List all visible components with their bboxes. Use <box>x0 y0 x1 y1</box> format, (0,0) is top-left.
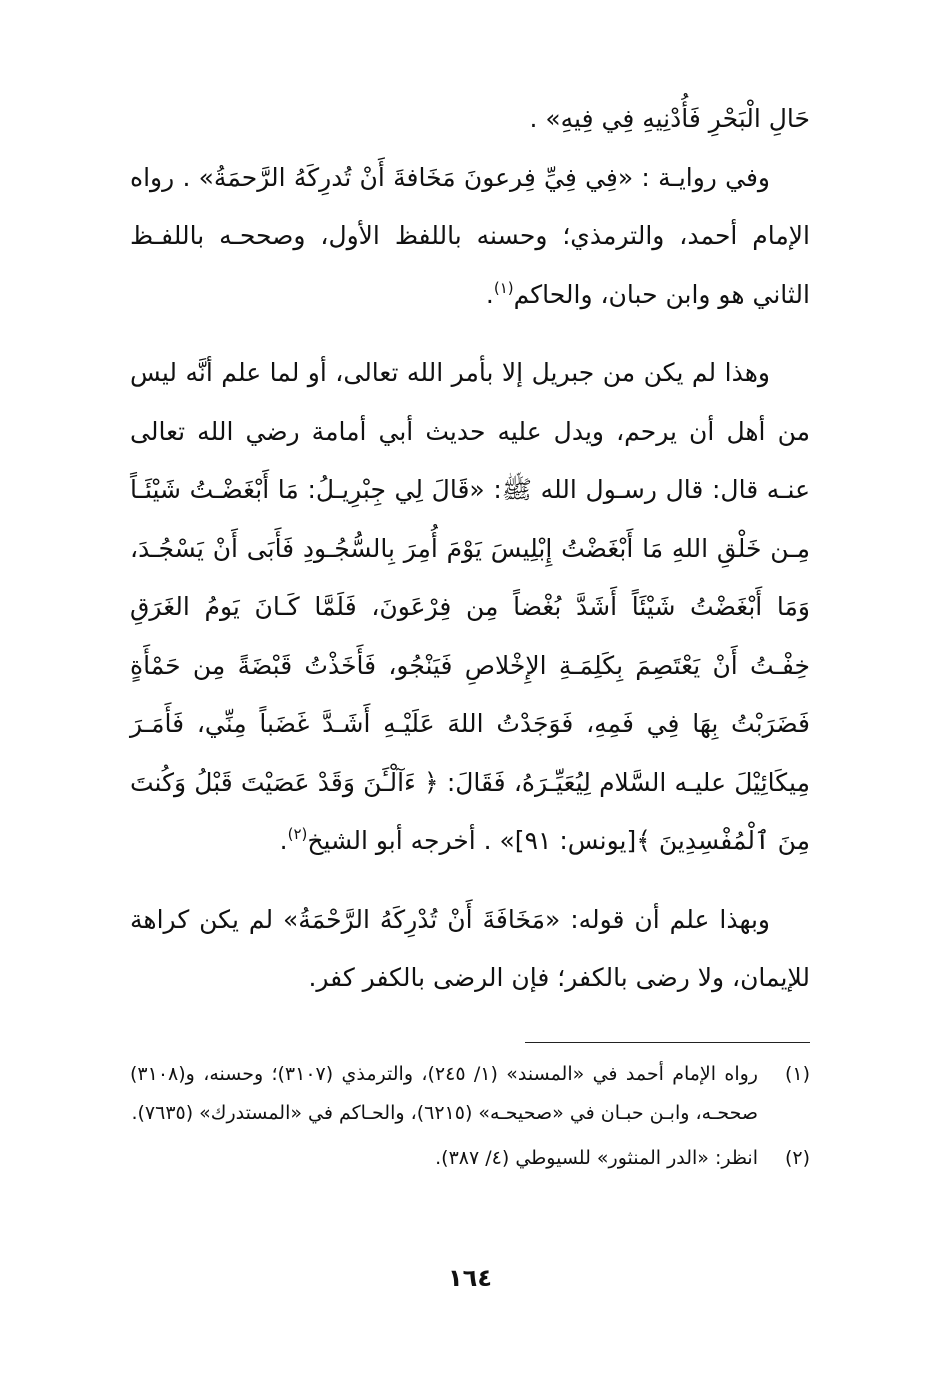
paragraph-3 <box>130 344 810 871</box>
page-number: ١٦٤ <box>448 1264 492 1292</box>
page-content <box>130 90 810 1184</box>
paragraph-1-text: حَالِ الْبَحْرِ فَأُدْنِيهِ فِي فِيهِ» . <box>529 104 810 133</box>
footnotes <box>130 1055 810 1178</box>
footnote-text: رواه الإمام أحمد في «المسند» (١/ ٢٤٥)، والترمذي (٣١٠٧)؛ وحسنه، و(٣١٠٨) صححـه، وابـن حبـان في «صحيحـه» (٦٢١٥)، والحـاكم في «المستدرك» (٧٦٣٥). <box>130 1062 758 1124</box>
footnote-1 <box>130 1055 810 1133</box>
paragraph-2 <box>130 149 810 325</box>
paragraph-1 <box>130 90 810 149</box>
footnote-text: انظر: «الدر المنثور» للسيوطي (٤/ ٣٨٧). <box>435 1146 758 1169</box>
footnote-number: (١) <box>784 1062 810 1085</box>
footnote-number: (٢) <box>784 1146 810 1169</box>
paragraph-2-text: وفي روايـة : «فِي فِيِّ فِرعونَ مَخَافةَ أَنْ تُدرِكَهُ الرَّحمَةُ» . رواه الإمام أحمد، والترمذي؛ وحسنه باللفظ الأول، وصححـه باللفـظ الثاني هو وابن حبان، والحاكم <box>130 162 810 309</box>
footnote-ref-1[interactable]: (١) <box>493 278 514 297</box>
main-text <box>130 90 810 1008</box>
paragraph-4-text: وبهذا علم أن قوله: «مَخَافَةَ أَنْ تُدْرِكَهُ الرَّحْمَةُ» لم يكن كراهة للإيمان، ولا رضى بالكفر؛ فإن الرضى بالكفر كفر. <box>130 904 810 992</box>
footnote-separator-wrap <box>130 1008 810 1055</box>
footnote-2 <box>130 1139 810 1178</box>
paragraph-4 <box>130 891 810 1008</box>
footnote-ref-2[interactable]: (٢) <box>287 825 308 843</box>
paragraph-3-end: . <box>279 826 288 855</box>
paragraph-2-end: . <box>485 279 494 309</box>
footnote-separator <box>525 1042 810 1043</box>
paragraph-3-text: وهذا لم يكن من جبريل إلا بأمر الله تعالى، أو لما علم أنَّه ليس من أهل أن يرحم، ويدل عليه حديث أبي أمامة رضي الله تعالى عنـه قال: قال رسـول الله ﷺ: «قَالَ لِي جِبْرِيـلُ: مَا أَبْغَضْـتُ شَيْئَـاً مِـن خَلْقِ اللهِ مَا أَبْغَضْتُ إِبْلِيسَ يَوْمَ أُمِرَ بِالسُّجُـودِ فَأَبَى أَنْ يَسْجُـدَ، وَمَا أَبْغَضْتُ شَيْئَاً أَشَدَّ بُغْضاً مِن فِرْعَونَ، فَلَمَّا كَـانَ يَومُ الغَرَقِ خِفْـتُ أَنْ يَعْتَصِمَ بِكَلِمَـةِ الإِخْلاصِ فَيَنْجُو، فَأَخَذْتُ قَبْضَةً مِن حَمْأَةٍ فَضَرَبْتُ بِهَا فِي فَمِهِ، فَوَجَدْتُ اللهَ عَلَيْـهِ أَشَـدَّ غَضَباً مِنِّي، فَأَمَـرَ مِيكَائِيْلَ عليـه السَّلام لِيُعَيِّـرَهُ، فَقَالَ: ﴿ ءَآلْـَٔنَ وَقَدْ عَصَيْتَ قَبْلُ وَكُنتَ مِنَ ٱلْمُفْسِدِينَ ﴾[يونس: ٩١]» . أخرجه أبو الشيخ <box>130 358 810 855</box>
